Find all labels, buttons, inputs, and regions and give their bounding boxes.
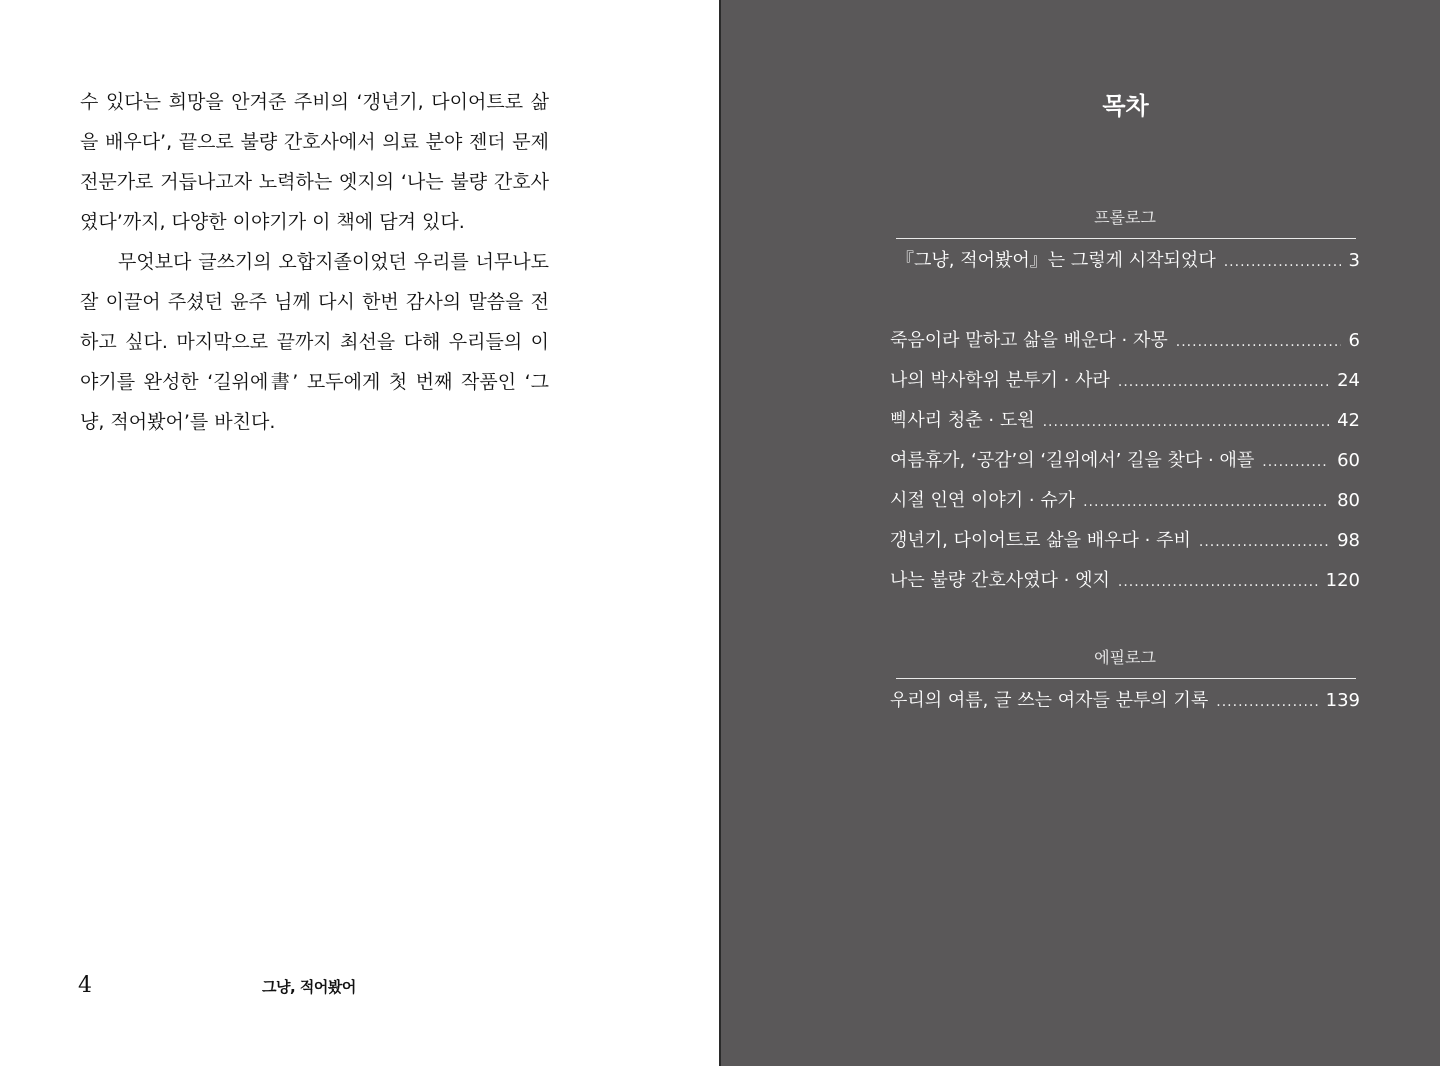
page-number: 4 (78, 973, 92, 998)
toc-entry-leader (1043, 402, 1329, 442)
toc-entry-page: 139 (1325, 690, 1360, 711)
toc-entry-page: 60 (1337, 450, 1360, 471)
toc-entry[interactable] (890, 361, 1360, 401)
toc-entry-leader (1118, 362, 1329, 402)
toc-entry-page: 98 (1337, 530, 1360, 551)
toc-heading-text: 목차 (1102, 92, 1149, 120)
toc-prologue-section (890, 204, 1360, 281)
running-title: 그냥, 적어봤어 (262, 978, 356, 996)
toc-entry[interactable] (890, 321, 1360, 361)
toc-entry-leader (1083, 482, 1329, 522)
toc-entry[interactable] (890, 561, 1360, 601)
toc-entry-leader (1216, 682, 1317, 722)
left-page (0, 0, 719, 1066)
toc-entry-leader (1118, 562, 1318, 602)
toc-entry-label: 삑사리 청춘 · 도원 (890, 410, 1035, 431)
toc-entry[interactable] (890, 481, 1360, 521)
toc-entry-label: 갱년기, 다이어트로 삶을 배우다 · 주비 (890, 530, 1191, 551)
toc-entry-label: 나의 박사학위 분투기 · 사라 (890, 370, 1110, 391)
toc-entry-page: 120 (1325, 570, 1360, 591)
paragraph-2: 무엇보다 글쓰기의 오합지졸이었던 우리를 너무나도 잘 이끌어 주셨던 윤주 님께 다시 한번 감사의 말씀을 전하고 싶다. 마지막으로 끝까지 최선을 다해 우리들의 이야기를 완성한 ‘길위에書’ 모두에게 첫 번째 작품인 ‘그냥, 적어봤어’를 바친다. (80, 251, 549, 433)
toc-entry-label: 우리의 여름, 글 쓰는 여자들 분투의 기록 (890, 690, 1209, 711)
toc-entry-label: 죽음이라 말하고 삶을 배운다 · 자몽 (890, 330, 1168, 351)
toc-entry-leader (1262, 442, 1329, 482)
body-text (80, 82, 549, 442)
toc-epilogue-section (890, 644, 1360, 721)
toc-entry-page: 6 (1348, 330, 1360, 351)
toc-entry-leader (1224, 242, 1341, 282)
toc-entry[interactable] (890, 401, 1360, 441)
toc-entry[interactable] (896, 241, 1360, 281)
toc-entry[interactable] (890, 441, 1360, 481)
toc-prologue-title: 프롤로그 (1094, 208, 1156, 227)
toc-entry[interactable] (890, 681, 1360, 721)
toc-entry-page: 3 (1348, 250, 1360, 271)
toc-heading (721, 86, 1440, 121)
toc-entry-label: 나는 불량 간호사였다 · 엣지 (890, 570, 1110, 591)
toc-entry-page: 42 (1337, 410, 1360, 431)
toc-epilogue-list (890, 681, 1360, 721)
toc-entry-page: 80 (1337, 490, 1360, 511)
toc-entry-label: 시절 인연 이야기 · 슈가 (890, 490, 1076, 511)
toc-epilogue-rule (896, 678, 1356, 679)
toc-entry-label: 『그냥, 적어봤어』는 그렇게 시작되었다 (896, 250, 1216, 271)
paragraph-1: 수 있다는 희망을 안겨준 주비의 ‘갱년기, 다이어트로 삶을 배우다’, 끝으로 불량 간호사에서 의료 분야 젠더 문제 전문가로 거듭나고자 노력하는 엣지의 ‘나는 불량 간호사였다’까지, 다양한 이야기가 이 책에 담겨 있다. (80, 91, 549, 233)
toc-prologue-rule (896, 238, 1356, 239)
toc-entry-leader (1176, 322, 1341, 362)
toc-epilogue-title: 에필로그 (1094, 648, 1156, 667)
toc-entry-leader (1199, 522, 1329, 562)
toc-entry-page: 24 (1337, 370, 1360, 391)
toc-entry-label: 여름휴가, ‘공감’의 ‘길위에서’ 길을 찾다 · 애플 (890, 450, 1255, 471)
toc-chapters-section (890, 321, 1360, 601)
toc-prologue-list (890, 241, 1360, 281)
toc-entry[interactable] (890, 521, 1360, 561)
toc-chapter-list (890, 321, 1360, 601)
